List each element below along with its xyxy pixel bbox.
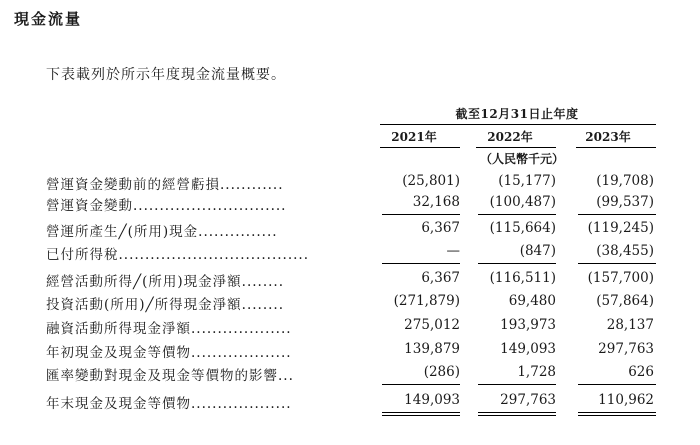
year-underline-2023 bbox=[576, 147, 656, 148]
value-2022: (15,177) bbox=[498, 173, 556, 189]
value-2023: (38,455) bbox=[596, 243, 654, 259]
value-2023: 28,137 bbox=[606, 317, 654, 333]
row-label: 經營活動所得╱(所用)現金淨額........ bbox=[46, 274, 284, 290]
table-row bbox=[46, 243, 660, 263]
table-row bbox=[46, 341, 660, 361]
row-label: 營運資金變動............................. bbox=[46, 198, 287, 214]
total-double-rule bbox=[382, 412, 460, 416]
value-2021: 6,367 bbox=[421, 270, 460, 286]
value-2023: (99,537) bbox=[596, 194, 654, 210]
table-row bbox=[46, 220, 660, 240]
intro-text: 下表載列於所示年度現金流量概要。 bbox=[46, 67, 286, 83]
subtotal-rule bbox=[578, 384, 656, 385]
table-row bbox=[46, 392, 660, 412]
value-2022: (115,664) bbox=[489, 220, 556, 236]
table-row bbox=[46, 317, 660, 337]
unit-label: （人民幣千元） bbox=[479, 152, 564, 166]
table-row bbox=[46, 270, 660, 290]
value-2023: (19,708) bbox=[596, 173, 654, 189]
total-double-rule bbox=[578, 412, 656, 416]
row-label: 投資活動(所用)╱所得現金淨額........ bbox=[46, 297, 284, 313]
value-2023: 626 bbox=[628, 364, 654, 380]
table-row bbox=[46, 173, 660, 193]
value-2022: 193,973 bbox=[500, 317, 556, 333]
value-2022: (116,511) bbox=[489, 270, 556, 286]
subtotal-rule bbox=[578, 214, 656, 215]
table-row bbox=[46, 293, 660, 313]
value-2021: (286) bbox=[423, 364, 460, 380]
section-heading: 現金流量 bbox=[14, 10, 83, 28]
value-2022: 1,728 bbox=[517, 364, 556, 380]
year-underline-2022 bbox=[476, 147, 556, 148]
subtotal-rule bbox=[478, 214, 556, 215]
table-row bbox=[46, 194, 660, 214]
total-double-rule bbox=[478, 412, 556, 416]
subtotal-rule bbox=[382, 384, 460, 385]
value-2021: 32,168 bbox=[412, 194, 460, 210]
value-2023: (57,864) bbox=[596, 293, 654, 309]
year-header-2023: 2023年 bbox=[585, 130, 631, 144]
value-2023: 297,763 bbox=[598, 341, 654, 357]
value-2022: (847) bbox=[519, 243, 556, 259]
value-2023: (157,700) bbox=[587, 270, 654, 286]
year-header-2022: 2022年 bbox=[487, 130, 533, 144]
period-underline bbox=[380, 124, 656, 125]
table-row bbox=[46, 364, 660, 384]
row-label: 已付所得稅.................................... bbox=[46, 247, 309, 263]
row-label: 年初現金及現金等價物................... bbox=[46, 345, 292, 361]
value-2021: — bbox=[446, 243, 460, 259]
value-2021: (271,879) bbox=[393, 293, 460, 309]
year-header-2021: 2021年 bbox=[391, 130, 437, 144]
value-2021: 149,093 bbox=[404, 392, 460, 408]
value-2023: 110,962 bbox=[598, 392, 654, 408]
subtotal-rule bbox=[478, 263, 556, 264]
row-label: 營運資金變動前的經營虧損............ bbox=[46, 177, 284, 193]
period-header: 截至12月31日止年度 bbox=[455, 107, 579, 121]
row-label: 年末現金及現金等價物................... bbox=[46, 396, 292, 412]
subtotal-rule bbox=[382, 214, 460, 215]
value-2023: (119,245) bbox=[587, 220, 654, 236]
year-underline-2021 bbox=[380, 147, 460, 148]
subtotal-rule bbox=[382, 263, 460, 264]
row-label: 融資活動所得現金淨額................... bbox=[46, 321, 292, 337]
row-label: 營運所產生╱(所用)現金............... bbox=[46, 224, 278, 240]
value-2021: 139,879 bbox=[404, 341, 460, 357]
row-label: 匯率變動對現金及現金等價物的影響... bbox=[46, 368, 294, 384]
value-2022: (100,487) bbox=[489, 194, 556, 210]
subtotal-rule bbox=[478, 384, 556, 385]
value-2022: 149,093 bbox=[500, 341, 556, 357]
subtotal-rule bbox=[578, 263, 656, 264]
value-2022: 69,480 bbox=[508, 293, 556, 309]
value-2021: (25,801) bbox=[402, 173, 460, 189]
value-2021: 275,012 bbox=[404, 317, 460, 333]
value-2021: 6,367 bbox=[421, 220, 460, 236]
value-2022: 297,763 bbox=[500, 392, 556, 408]
